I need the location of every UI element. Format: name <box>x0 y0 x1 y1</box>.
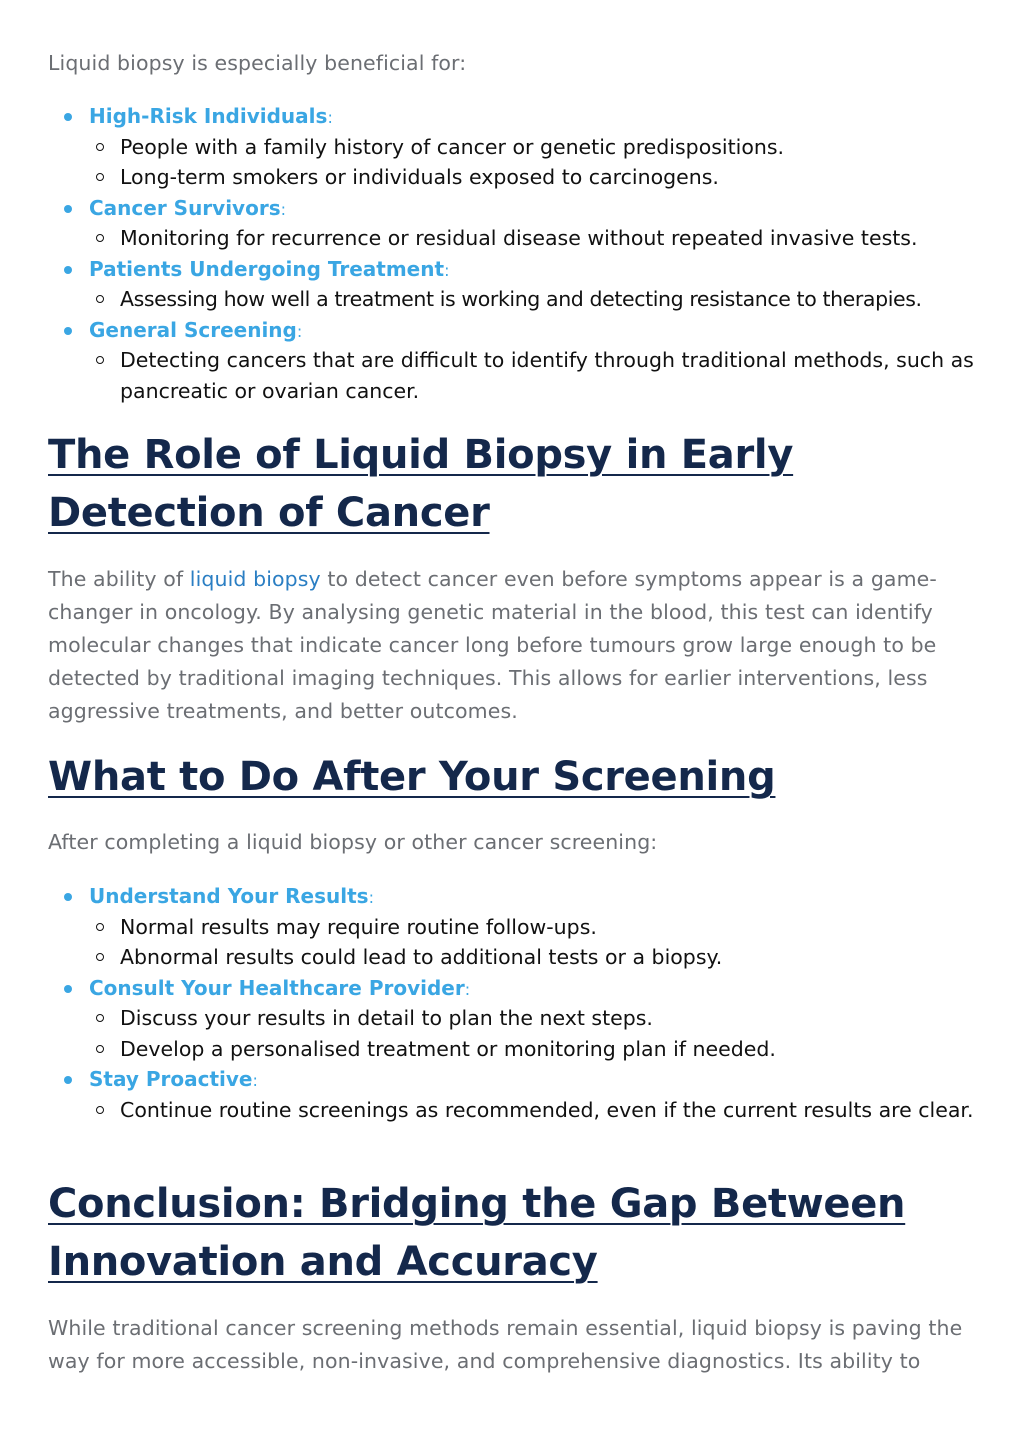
sub-list-item: Normal results may require routine follow-ups. <box>89 912 978 943</box>
bullet-icon <box>64 985 72 993</box>
circle-bullet-icon <box>96 143 104 151</box>
sub-list <box>89 345 978 406</box>
category-title: High-Risk Individuals <box>89 104 328 128</box>
bullet-icon <box>64 1076 72 1084</box>
circle-bullet-icon <box>96 953 104 961</box>
step-title: Stay Proactive <box>89 1067 253 1091</box>
circle-bullet-icon <box>96 923 104 931</box>
list-item: Cancer Survivors: Monitoring for recurrence or residual disease without repeated invasive tests. <box>48 193 978 254</box>
sub-list <box>89 912 978 973</box>
list-item: Stay Proactive: Continue routine screenings as recommended, even if the current results are clear. <box>48 1064 978 1125</box>
sub-list <box>89 223 978 254</box>
step-title: Consult Your Healthcare Provider <box>89 975 465 1000</box>
bullet-icon <box>64 893 72 901</box>
sub-list-item: Detecting cancers that are difficult to identify through traditional methods, such as pancreatic or ovarian cancer. <box>89 345 978 406</box>
list-item: Understand Your Results: Normal results may require routine follow-ups. Abnormal results could lead to additional tests or a biopsy. <box>48 881 978 973</box>
sub-list-item: Continue routine screenings as recommended, even if the current results are clear. <box>89 1095 978 1126</box>
circle-bullet-icon <box>96 234 104 242</box>
category-title: Patients Undergoing Treatment <box>89 256 445 281</box>
list-item: Consult Your Healthcare Provider: Discuss your results in detail to plan the next steps. Develop a personalised treatment or monitoring plan if needed. <box>48 973 978 1065</box>
bullet-icon <box>64 327 72 335</box>
list-item: Patients Undergoing Treatment: Assessing how well a treatment is working and detecting resistance to therapies. <box>48 254 978 315</box>
section-heading-early-detection: The Role of Liquid Biopsy in Early Detection of Cancer <box>48 432 794 536</box>
conclusion-paragraph: While traditional cancer screening methods remain essential, liquid biopsy is paving the way for more accessible, non-invasive, and comprehensive diagnostics. Its ability to <box>48 1316 963 1373</box>
category-title: Cancer Survivors <box>89 195 281 220</box>
sub-list <box>89 1003 978 1064</box>
category-title: General Screening <box>89 317 297 342</box>
sub-list-item: Discuss your results in detail to plan the next steps. <box>89 1003 978 1034</box>
after-screening-intro: After completing a liquid biopsy or other cancer screening: <box>48 830 658 854</box>
beneficial-list <box>48 101 978 406</box>
list-item: General Screening: Detecting cancers that are difficult to identify through traditional methods, such as pancreatic or ovarian cancer. <box>48 315 978 407</box>
sub-list <box>89 284 978 315</box>
step-title: Understand Your Results <box>89 884 369 908</box>
circle-bullet-icon <box>96 173 104 181</box>
sub-list <box>89 1095 978 1126</box>
circle-bullet-icon <box>96 1014 104 1022</box>
bullet-icon <box>64 113 72 121</box>
section-heading-after-screening: What to Do After Your Screening <box>48 754 776 800</box>
sub-list-item: Abnormal results could lead to additional tests or a biopsy. <box>89 942 978 973</box>
sub-list-item: Develop a personalised treatment or monitoring plan if needed. <box>89 1034 978 1065</box>
early-detection-paragraph: The ability of liquid biopsy to detect cancer even before symptoms appear is a game-changer in oncology. By analysing genetic material in the blood, this test can identify molecular changes that indicate cancer long before tumours grow large enough to be detected by traditional imaging techniques. This allows for earlier interventions, less aggressive treatments, and better outcomes. <box>48 567 937 723</box>
liquid-biopsy-link[interactable]: liquid biopsy <box>189 567 321 591</box>
intro-text: Liquid biopsy is especially beneficial for: <box>48 51 467 75</box>
circle-bullet-icon <box>96 295 104 303</box>
sub-list-item: Monitoring for recurrence or residual disease without repeated invasive tests. <box>89 223 978 254</box>
circle-bullet-icon <box>96 356 104 364</box>
circle-bullet-icon <box>96 1106 104 1114</box>
circle-bullet-icon <box>96 1045 104 1053</box>
bullet-icon <box>64 266 72 274</box>
list-item: High-Risk Individuals: People with a family history of cancer or genetic predispositions. Long-term smokers or individuals exposed to carcinogens. <box>48 101 978 193</box>
sub-list-item: People with a family history of cancer or genetic predispositions. <box>89 132 978 163</box>
sub-list-item: Assessing how well a treatment is working and detecting resistance to therapies. <box>89 284 978 315</box>
steps-list <box>48 881 978 1125</box>
sub-list <box>89 132 978 193</box>
bullet-icon <box>64 205 72 213</box>
sub-list-item: Long-term smokers or individuals exposed to carcinogens. <box>89 162 978 193</box>
section-heading-conclusion: Conclusion: Bridging the Gap Between Innovation and Accuracy <box>48 1181 906 1285</box>
